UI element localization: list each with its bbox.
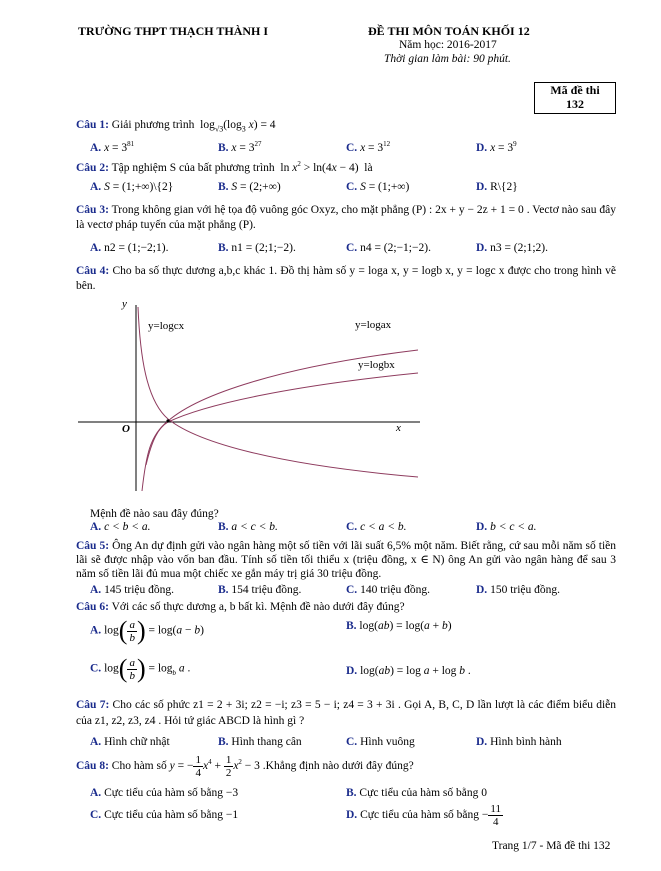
q2-answer-d[interactable]: D. R\{2} <box>476 181 518 193</box>
question-7 <box>76 697 616 729</box>
q7-answer-b[interactable]: B. Hình thang cân <box>218 736 302 748</box>
question-label: Câu 7: <box>76 699 110 711</box>
q4-prompt: Mệnh đề nào sau đây đúng? <box>90 508 219 520</box>
q5-answer-b[interactable]: B. 154 triệu đồng. <box>218 584 302 596</box>
question-equation: $\log_{√3}(\log_3$ x) = 4 <box>197 119 276 134</box>
q3-answer-c[interactable]: C. n4 = (2;−1;−2). <box>346 242 431 254</box>
q7-answer-c[interactable]: C. Hình vuông <box>346 736 415 748</box>
question-text: Ông An dự định gửi vào ngân hàng một số tiền với lãi suất 6,5% một năm. Biết rằng, cứ sau mỗi năm số tiền lãi sẽ được nhập vào vốn ban đầu. Tính số tiền tối thiểu x (triệu đồng, x ∈ N) ông An gửi vào ngân hàng để sau 3 năm số tiền lãi đủ mua một chiếc xe gắn máy trị giá 30 triệu đồng. <box>76 540 617 581</box>
question-4 <box>76 264 616 294</box>
question-6 <box>76 601 405 614</box>
graph-y-label: y <box>122 298 127 310</box>
question-text: Cho ba số thực dương a,b,c khác 1. Đồ thị hàm số y = loga x, y = logb x, y = logc x được cho trong hình vẽ bên. <box>76 265 616 293</box>
exam-duration: Thời gian làm bài: 90 phút. <box>384 53 511 65</box>
page-footer: Trang 1/7 - Mã đề thi 132 <box>492 840 611 852</box>
question-text: Trong không gian với hệ tọa độ vuông góc Oxyz, cho mặt phẳng (P) : 2x + y − 2z + 1 = 0 . Vectơ nào sau đây là vectơ pháp tuyến của mặt phẳng (P). <box>76 204 617 232</box>
school-name: TRƯỜNG THPT THẠCH THÀNH I <box>78 24 269 38</box>
q7-answer-d[interactable]: D. Hình bình hành <box>476 736 562 748</box>
q5-answer-c[interactable]: C. 140 triệu đồng. <box>346 584 431 596</box>
q8-answer-c[interactable]: C. Cực tiểu của hàm số bằng −1 <box>90 809 239 821</box>
q6-answer-b[interactable]: B. log(ab) = log(a + b) <box>346 620 452 632</box>
q1-answer-c[interactable]: C. $x = 3^{12}$ <box>346 140 391 154</box>
q8-answer-a[interactable]: A. Cực tiểu của hàm số bằng −3 <box>90 787 239 799</box>
exam-title: ĐỀ THI MÔN TOÁN KHỐI 12 <box>368 24 530 38</box>
question-label: Câu 8: <box>76 760 109 773</box>
question-label: Câu 1: <box>76 119 109 131</box>
question-text: Giải phương trình <box>111 119 195 131</box>
graph-label-c: y=logcx <box>148 320 185 332</box>
question-text: Tập nghiệm S của bất phương trình <box>111 161 275 174</box>
question-5 <box>76 539 616 581</box>
curve-log-b <box>146 373 418 465</box>
graph-label-b: y=logbx <box>358 359 395 371</box>
q8-answer-b[interactable]: B. Cực tiểu của hàm số bằng 0 <box>346 787 488 799</box>
exam-code-box <box>534 82 616 114</box>
graph-x-label: x <box>396 422 401 434</box>
question-text: Với các số thực dương a, b bất kì. Mệnh đề nào dưới đây đúng? <box>111 601 405 613</box>
question-label: Câu 2: <box>76 161 109 174</box>
question-label: Câu 4: <box>76 265 110 277</box>
question-label: Câu 5: <box>76 540 110 552</box>
intersection-point <box>166 419 169 422</box>
q2-answer-b[interactable]: B. S = (2;+∞) <box>218 181 281 193</box>
q6-answer-d[interactable]: D. log(ab) = log a + log b . <box>346 665 471 677</box>
q1-answer-d[interactable]: D. $x = 3^9$ <box>476 140 517 154</box>
question-text: Cho hàm số y = − $\frac{1}{4}$ $x^4$ + $\frac{1}{2}$ $x^2 - 3$ .Khẳng định nào dưới đây đúng? <box>111 754 414 779</box>
school-year: Năm học: 2016-2017 <box>399 39 497 51</box>
question-1 <box>76 119 276 133</box>
question-label: Câu 6: <box>76 601 109 613</box>
q5-answer-d[interactable]: D. 150 triệu đồng. <box>476 584 561 596</box>
question-8 <box>76 754 414 779</box>
q1-answer-b[interactable]: B. $x = 3^{27}$ <box>218 140 262 154</box>
graph-origin-label: O <box>122 423 130 435</box>
question-3 <box>76 203 616 233</box>
question-label: Câu 3: <box>76 204 109 216</box>
q8-answer-d[interactable]: D. Cực tiểu của hàm số bằng − $\frac{11}{4}$ <box>346 803 501 828</box>
question-2 <box>76 160 373 175</box>
question-suffix: là <box>364 161 373 174</box>
q7-answer-a[interactable]: A. Hình chữ nhật <box>90 736 170 748</box>
q2-answer-a[interactable]: A. S = (1;+∞)\{2} <box>90 181 174 193</box>
q4-answer-d[interactable]: D. b < c < a. <box>476 521 537 533</box>
q6-answer-c[interactable]: C. log( $\frac{a}{b}$ ) = $\log_b a$ . <box>90 654 191 683</box>
graph-label-a: y=logax <box>355 319 392 331</box>
exam-code-label: Mã đề thi <box>550 83 600 97</box>
q3-answer-d[interactable]: D. n3 = (2;1;2). <box>476 242 548 254</box>
q3-answer-b[interactable]: B. n1 = (2;1;−2). <box>218 242 296 254</box>
q4-answer-b[interactable]: B. a < c < b. <box>218 521 278 533</box>
q1-answer-a[interactable]: A. $x = 3^{81}$ <box>90 140 135 154</box>
question-text: Cho các số phức z1 = 2 + 3i; z2 = −i; z3 = 5 − i; z4 = 3 + 3i . Gọi A, B, C, D lần lượt là các điểm biểu diễn của z1, z2, z3, z4 . Hỏi tứ giác ABCD là hình gì ? <box>76 699 616 728</box>
exam-code-value: 132 <box>566 97 584 111</box>
q4-answer-c[interactable]: C. c < a < b. <box>346 521 407 533</box>
q2-answer-c[interactable]: C. S = (1;+∞) <box>346 181 410 193</box>
q4-answer-a[interactable]: A. c < b < a. <box>90 521 151 533</box>
q6-answer-a[interactable]: A. log( $\frac{a}{b}$ ) = log(a − b) <box>90 616 204 645</box>
q5-answer-a[interactable]: A. 145 triệu đồng. <box>90 584 175 596</box>
question-equation: $\ln x^2 > \ln(4x - 4)$ <box>277 160 362 174</box>
q3-answer-a[interactable]: A. n2 = (1;−2;1). <box>90 242 169 254</box>
